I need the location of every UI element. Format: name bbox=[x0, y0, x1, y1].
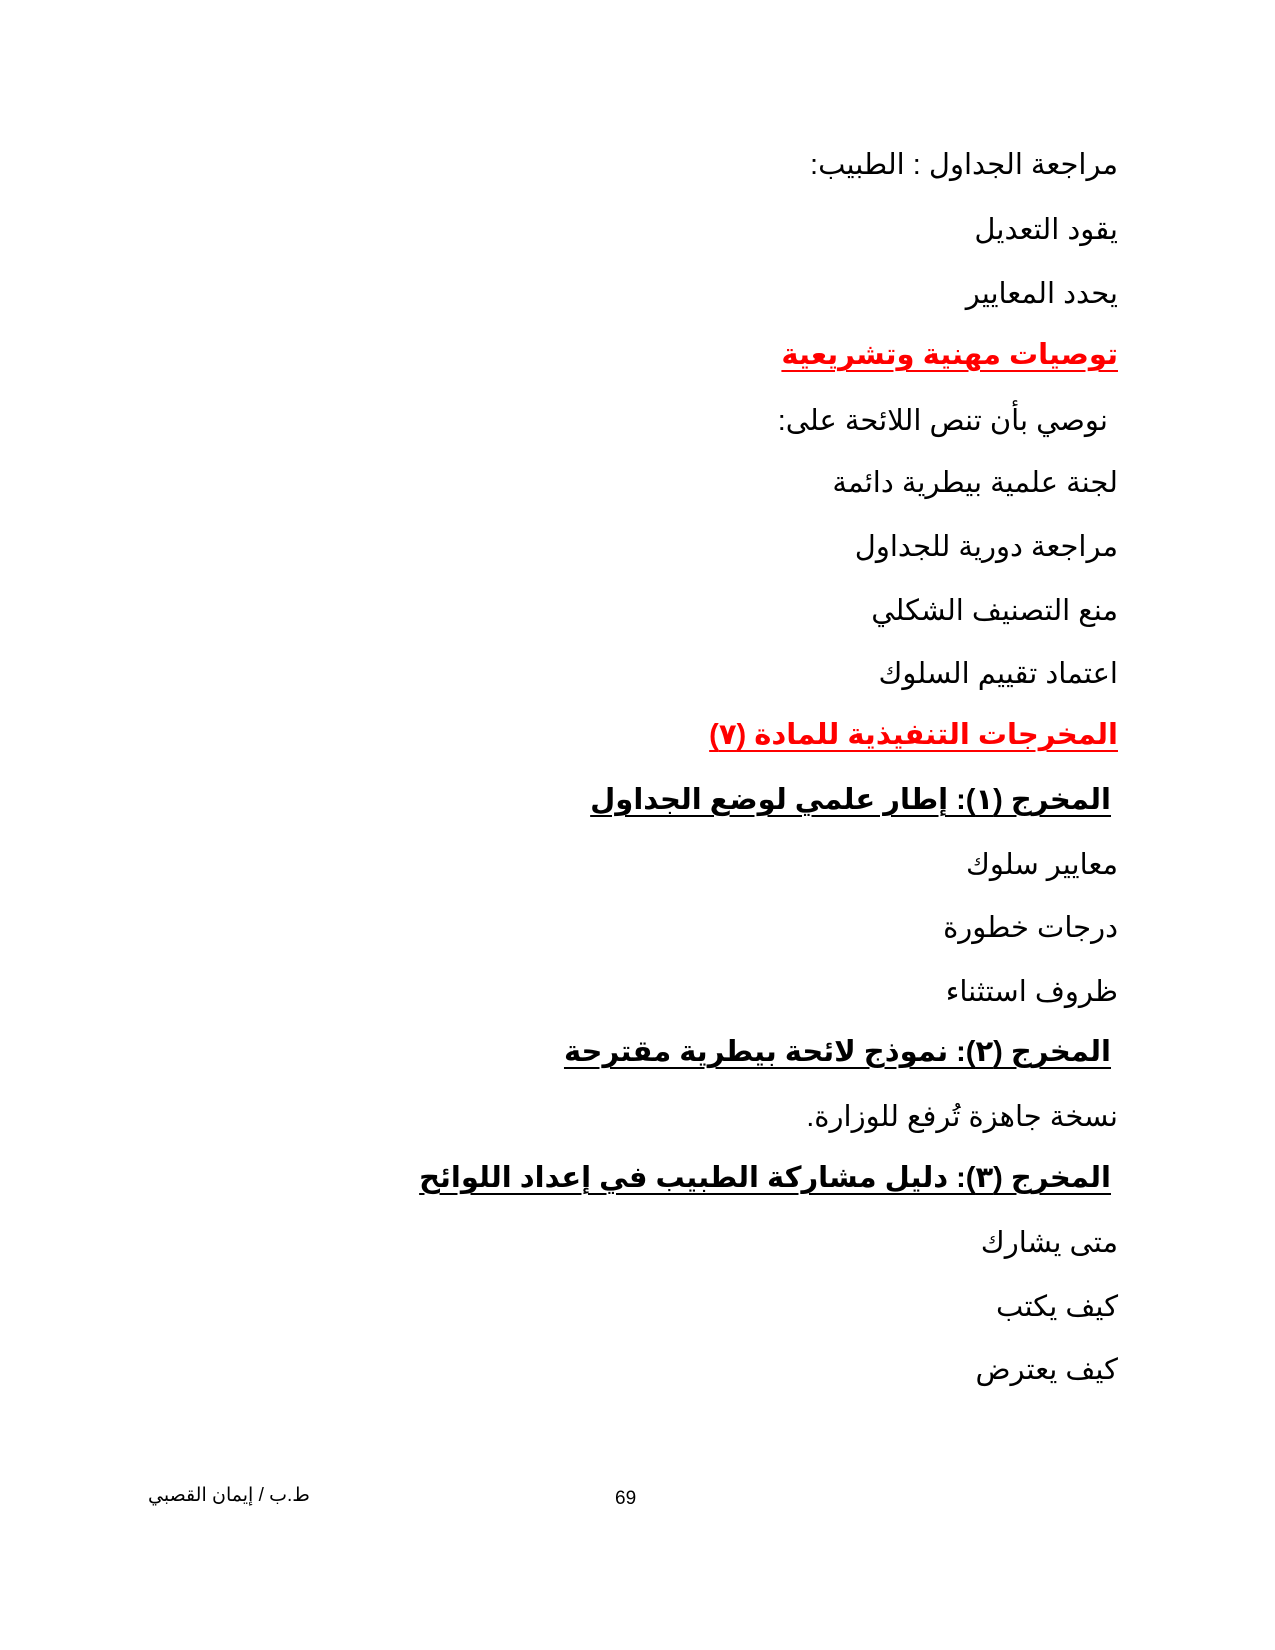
text-line-prevent-classification: منع التصنيف الشكلي bbox=[871, 595, 1118, 627]
text-line-how-writes: كيف يكتب bbox=[996, 1291, 1118, 1323]
text-line-committee: لجنة علمية بيطرية دائمة bbox=[832, 467, 1118, 499]
text-line-tables-review: مراجعة الجداول : الطبيب: bbox=[810, 149, 1118, 181]
output-heading-1: المخرج (١): إطار علمي لوضع الجداول bbox=[590, 784, 1111, 816]
section-heading-recommendations: توصيات مهنية وتشريعية bbox=[781, 339, 1118, 371]
footer-page-number: 69 bbox=[615, 1488, 637, 1509]
section-heading-outputs: المخرجات التنفيذية للمادة (٧) bbox=[709, 719, 1118, 751]
footer-author: ط.ب / إيمان القصبي bbox=[148, 1485, 310, 1506]
output-heading-3: المخرج (٣): دليل مشاركة الطبيب في إعداد اللوائح bbox=[419, 1162, 1111, 1194]
text-line-when-participates: متى يشارك bbox=[980, 1227, 1118, 1259]
text-line-ready-copy: نسخة جاهزة تُرفع للوزارة. bbox=[806, 1101, 1118, 1133]
output-heading-2: المخرج (٢): نموذج لائحة بيطرية مقترحة bbox=[563, 1036, 1111, 1068]
text-line-leads-amendment: يقود التعديل bbox=[974, 214, 1118, 246]
text-line-how-objects: كيف يعترض bbox=[975, 1354, 1118, 1386]
text-line-danger-levels: درجات خطورة bbox=[943, 912, 1118, 944]
text-line-exception-circumstances: ظروف استثناء bbox=[945, 976, 1118, 1008]
text-line-behavior-criteria: معايير سلوك bbox=[965, 849, 1118, 881]
text-line-defines-criteria: يحدد المعايير bbox=[965, 278, 1118, 310]
text-line-behavior-assessment: اعتماد تقييم السلوك bbox=[878, 658, 1118, 690]
text-line-recommend-intro: نوصي بأن تنص اللائحة على: bbox=[777, 405, 1108, 437]
text-line-periodic-review: مراجعة دورية للجداول bbox=[854, 531, 1118, 563]
